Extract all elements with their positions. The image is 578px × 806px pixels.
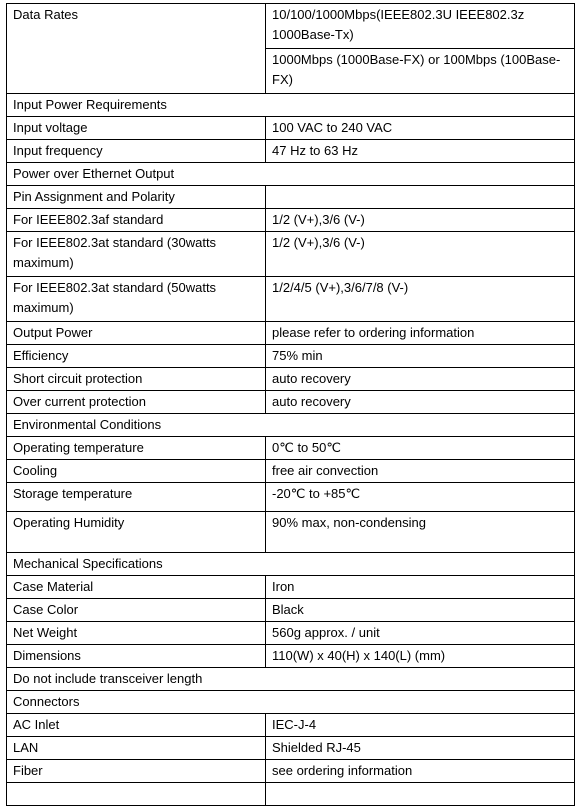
spec-value [266,186,575,209]
spec-value: auto recovery [266,391,575,414]
spec-label: Case Color [7,599,266,622]
table-row [7,714,575,737]
spec-value: -20℃ to +85℃ [266,483,575,512]
spec-value: 1/2 (V+),3/6 (V-) [266,232,575,277]
table-row [7,737,575,760]
spec-label: Case Material [7,576,266,599]
spec-label: For IEEE802.3at standard (50watts maximum) [7,277,266,322]
spec-value: auto recovery [266,368,575,391]
spec-label: Fiber [7,760,266,783]
section-heading: Mechanical Specifications [7,553,575,576]
spec-label: Pin Assignment and Polarity [7,186,266,209]
table-row [7,760,575,783]
section-row [7,94,575,117]
spec-label: Dimensions [7,645,266,668]
spec-label: Cooling [7,460,266,483]
table-row [7,232,575,277]
spec-value: 75% min [266,345,575,368]
spec-label: Storage temperature [7,483,266,512]
table-row [7,437,575,460]
spec-label: Short circuit protection [7,368,266,391]
spec-label: AC Inlet [7,714,266,737]
spec-value: 1000Mbps (1000Base-FX) or 100Mbps (100Base-FX) [266,49,575,94]
spec-value: 10/100/1000Mbps(IEEE802.3U IEEE802.3z 1000Base-Tx) [266,4,575,49]
spec-label: Operating Humidity [7,512,266,553]
table-row [7,117,575,140]
table-row [7,186,575,209]
section-row [7,691,575,714]
table-row [7,622,575,645]
spec-value: Shielded RJ-45 [266,737,575,760]
spec-label: LAN [7,737,266,760]
spec-label: Over current protection [7,391,266,414]
section-heading: Input Power Requirements [7,94,575,117]
table-row [7,483,575,512]
spec-value: Black [266,599,575,622]
spec-label: Data Rates [7,4,266,94]
table-row [7,576,575,599]
table-row [7,209,575,232]
table-row [7,512,575,553]
table-row [7,345,575,368]
spec-label: Net Weight [7,622,266,645]
spec-label: For IEEE802.3at standard (30watts maximum) [7,232,266,277]
spec-table [6,3,575,806]
section-row [7,163,575,186]
spec-value: 1/2 (V+),3/6 (V-) [266,209,575,232]
spec-value: Iron [266,576,575,599]
table-row [7,368,575,391]
table-row [7,783,575,806]
table-row [7,140,575,163]
spec-value: 1/2/4/5 (V+),3/6/7/8 (V-) [266,277,575,322]
table-row [7,391,575,414]
spec-value: 100 VAC to 240 VAC [266,117,575,140]
spec-value [266,783,575,806]
section-heading: Connectors [7,691,575,714]
section-heading: Environmental Conditions [7,414,575,437]
spec-table-body [7,4,575,806]
spec-value: free air convection [266,460,575,483]
spec-value: please refer to ordering information [266,322,575,345]
spec-label: Output Power [7,322,266,345]
spec-value: 0℃ to 50℃ [266,437,575,460]
table-row [7,460,575,483]
spec-value: 560g approx. / unit [266,622,575,645]
table-row [7,645,575,668]
spec-value: 47 Hz to 63 Hz [266,140,575,163]
spec-label: Efficiency [7,345,266,368]
section-row [7,668,575,691]
table-row [7,4,575,49]
table-row [7,599,575,622]
spec-value: 110(W) x 40(H) x 140(L) (mm) [266,645,575,668]
spec-value: 90% max, non-condensing [266,512,575,553]
spec-value: IEC-J-4 [266,714,575,737]
table-row [7,322,575,345]
spec-label: For IEEE802.3af standard [7,209,266,232]
section-heading: Power over Ethernet Output [7,163,575,186]
spec-label: Input voltage [7,117,266,140]
spec-label [7,783,266,806]
section-row [7,414,575,437]
table-row [7,277,575,322]
spec-value: see ordering information [266,760,575,783]
spec-label: Input frequency [7,140,266,163]
spec-label: Operating temperature [7,437,266,460]
section-row [7,553,575,576]
section-heading: Do not include transceiver length [7,668,575,691]
